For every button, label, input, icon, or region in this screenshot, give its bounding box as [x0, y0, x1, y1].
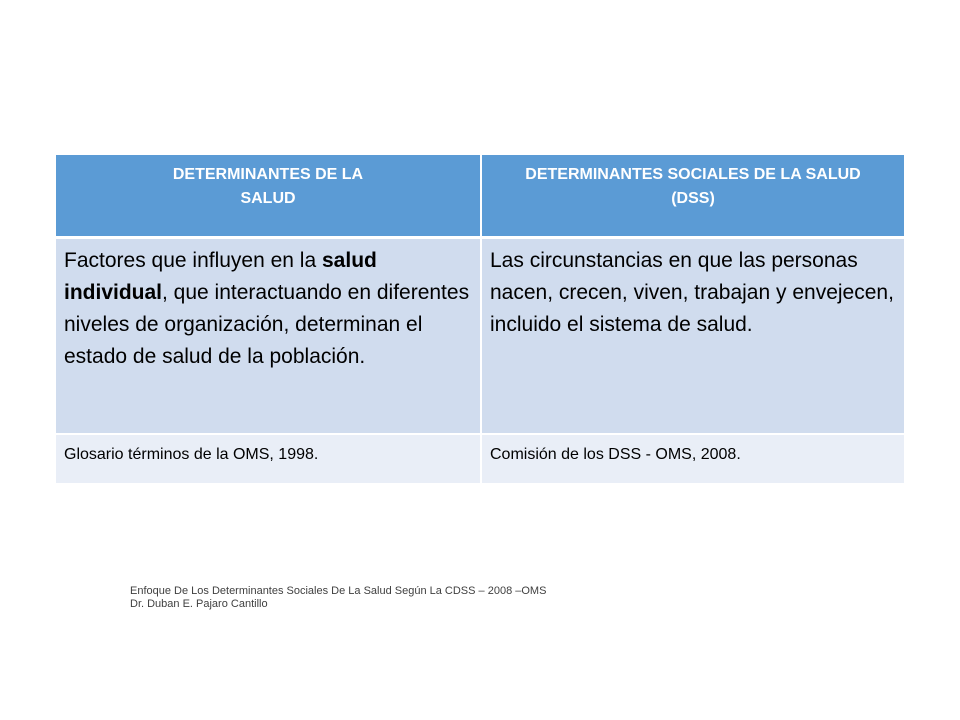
- footer-author: Dr. Duban E. Pajaro Cantillo: [130, 598, 268, 610]
- definition-determinantes-sociales: [480, 239, 904, 435]
- source-row: [56, 435, 904, 483]
- header-determinantes-sociales: [480, 155, 904, 239]
- footer-title: Enfoque De Los Determinantes Sociales De La Salud Según La CDSS – 2008 –OMS: [130, 585, 547, 597]
- header-line: SALUD: [240, 190, 296, 207]
- comparison-table: [56, 155, 904, 483]
- definition-text: Factores que influyen en la: [64, 249, 322, 272]
- header-row: [56, 155, 904, 239]
- definition-text: , que interactuando en diferentes niveles de organización, determinan el estado de salud de la población.: [64, 281, 470, 368]
- definition-text: Las circunstancias en que las personas nacen, crecen, viven, trabajan y envejecen, incluido el sistema de salud.: [490, 249, 894, 336]
- footer-credit: [130, 585, 546, 611]
- header-line: (DSS): [671, 190, 715, 207]
- definition-bold-text: salud individual: [64, 249, 377, 304]
- source-oms-2008: Comisión de los DSS - OMS, 2008.: [480, 435, 904, 483]
- definition-row: [56, 239, 904, 435]
- header-line: DETERMINANTES SOCIALES DE LA SALUD: [525, 166, 861, 183]
- source-oms-1998: Glosario términos de la OMS, 1998.: [56, 435, 480, 483]
- header-determinantes-salud: [56, 155, 480, 239]
- header-line: DETERMINANTES DE LA: [172, 166, 364, 183]
- definition-determinantes-salud: [56, 239, 480, 435]
